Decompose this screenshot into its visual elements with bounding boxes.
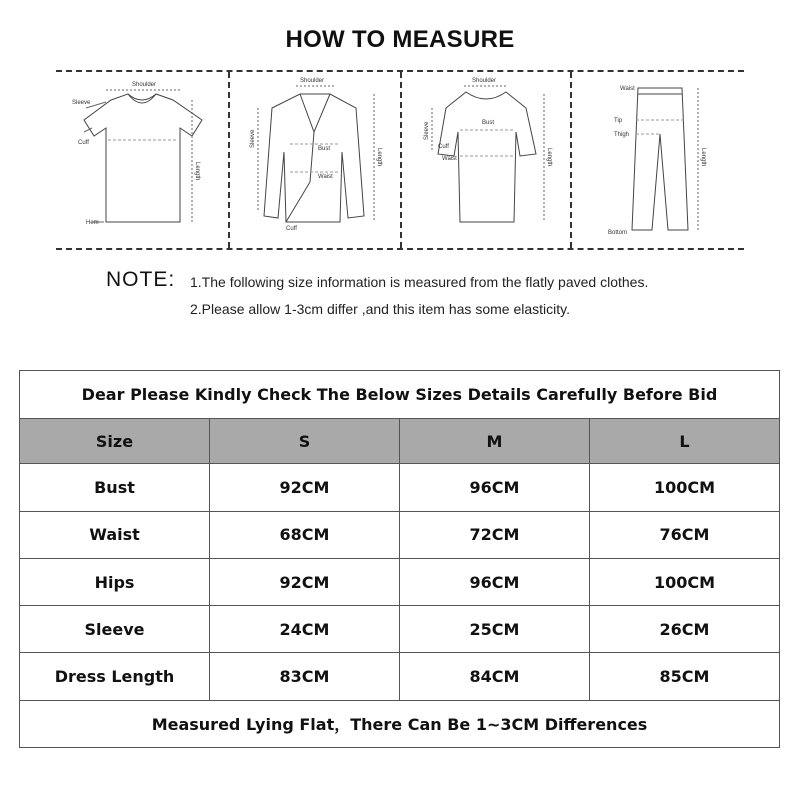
tshirt-cuff-label: Cuff [78,140,89,146]
table-row [20,653,780,700]
table-header-row [20,371,780,419]
tshirt-diagram [56,72,228,248]
table-cell: 68CM [210,511,400,558]
size-chart-table [19,370,780,748]
table-cell: 26CM [590,606,780,653]
tshirt-length-label: Length [194,162,200,181]
pants-diagram [572,72,744,248]
column-header-row [20,419,780,464]
table-cell: 85CM [590,653,780,700]
table-footer-row [20,700,780,747]
table-cell: 92CM [210,558,400,605]
table-row [20,464,780,511]
table-header-text: Dear Please Kindly Check The Below Sizes Details Carefully Before Bid [20,371,780,419]
note-line-1: 1.The following size information is measured from the flatly paved clothes. [190,274,649,290]
pants-length-label: Length [700,148,706,167]
tshirt-hem-label: Hem [86,220,99,226]
blazer-sleeve-label: Sleeve [250,129,256,148]
column-header: L [590,419,780,464]
row-label: Waist [20,511,210,558]
blazer-illustration [230,72,400,248]
table-row [20,511,780,558]
row-label: Dress Length [20,653,210,700]
dress-diagram [402,72,570,248]
dress-cuff-label: Cuff [438,144,449,150]
pants-illustration [572,72,744,248]
pants-waist-label: Waist [620,86,635,92]
row-label: Hips [20,558,210,605]
measure-diagrams [56,70,744,250]
dress-shoulder-label: Shoulder [472,78,497,84]
note-label: NOTE: [106,268,176,291]
table-cell: 96CM [400,464,590,511]
table-row [20,558,780,605]
page-title: HOW TO MEASURE [285,26,515,53]
table-cell: 92CM [210,464,400,511]
blazer-diagram [230,72,400,248]
row-label: Bust [20,464,210,511]
dress-waist-label: Waist [442,156,457,162]
row-label: Sleeve [20,606,210,653]
blazer-waist-label: Waist [318,174,333,180]
column-header: M [400,419,590,464]
dress-sleeve-label: Sleeve [424,121,430,140]
column-header: S [210,419,400,464]
pants-bottom-label: Bottom [608,230,628,236]
pants-thigh-label: Thigh [614,132,630,138]
note-line-2: 2.Please allow 1-3cm differ ,and this item has some elasticity. [190,301,570,317]
dress-length-label: Length [546,148,552,167]
table-cell: 84CM [400,653,590,700]
dress-bust-label: Bust [482,120,495,126]
table-cell: 83CM [210,653,400,700]
table-footer-text: Measured Lying Flat，There Can Be 1~3CM Differences [20,700,780,747]
column-header: Size [20,419,210,464]
blazer-cuff-label: Cuff [286,226,297,232]
tshirt-shoulder-label: Shoulder [132,82,157,88]
blazer-length-label: Length [376,148,382,167]
pants-tip-label: Tip [614,118,623,124]
blazer-bust-label: Bust [318,146,331,152]
table-cell: 72CM [400,511,590,558]
table-cell: 25CM [400,606,590,653]
blazer-shoulder-label: Shoulder [300,78,325,84]
table-cell: 100CM [590,558,780,605]
tshirt-illustration [56,72,228,248]
table-cell: 24CM [210,606,400,653]
table-row [20,606,780,653]
tshirt-sleeve-label: Sleeve [72,100,91,106]
table-cell: 96CM [400,558,590,605]
table-cell: 100CM [590,464,780,511]
table-cell: 76CM [590,511,780,558]
dress-illustration [402,72,570,248]
